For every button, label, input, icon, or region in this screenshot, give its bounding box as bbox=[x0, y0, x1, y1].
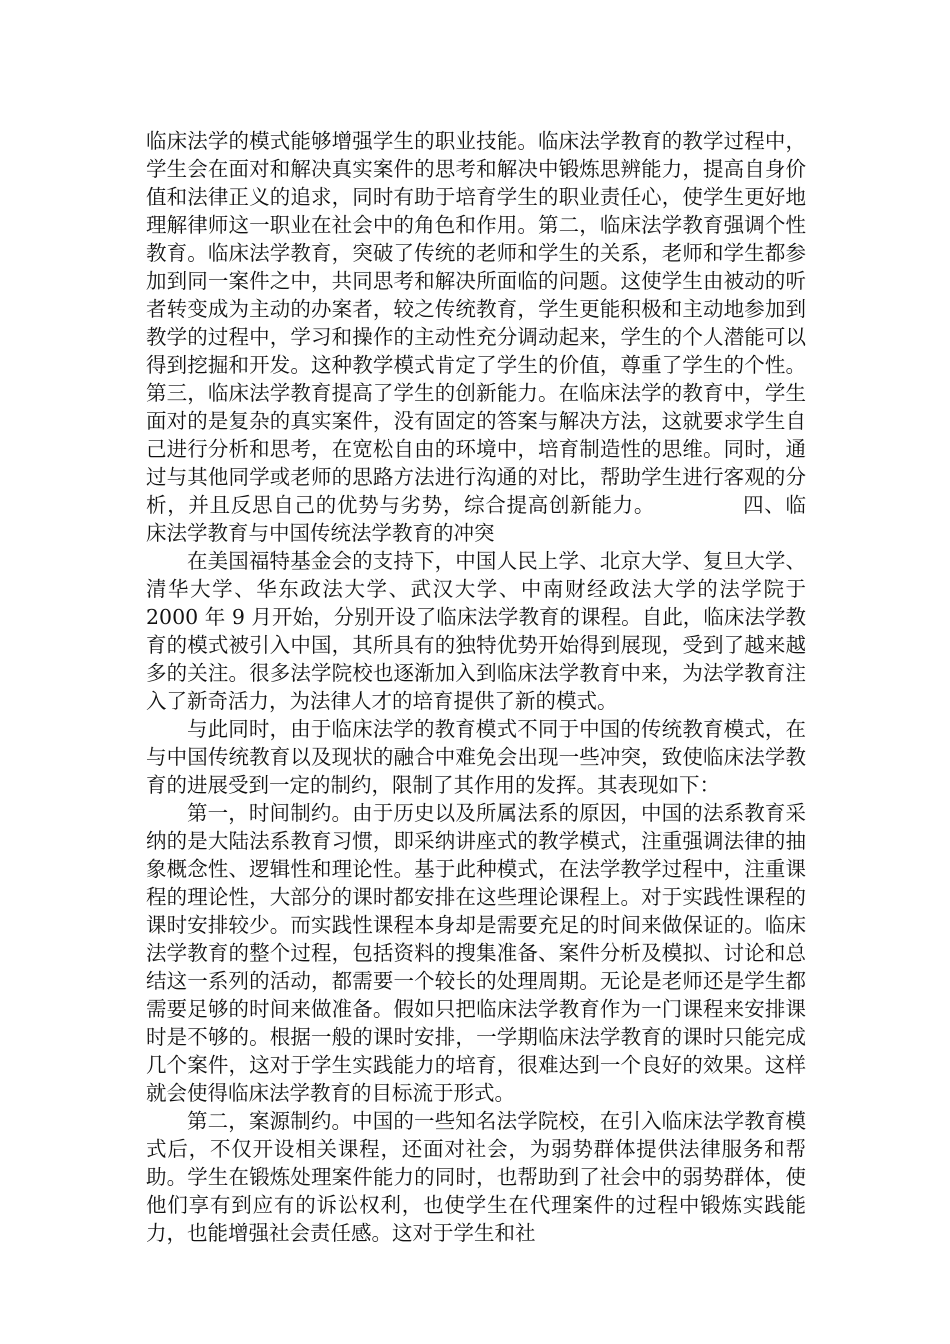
paragraph-2: 与此同时，由于临床法学的教育模式不同于中国的传统教育模式，在与中国传统教育以及现状的融合中难免会出现一些冲突，致使临床法学教育的进展受到一定的制约，限制了其作用的发挥。其表现如下： bbox=[146, 717, 806, 797]
intro-text: 临床法学的模式能够增强学生的职业技能。临床法学教育的教学过程中，学生会在面对和解决真实案件的思考和解决中锻炼思辨能力，提高自身价值和法律正义的追求，同时有助于培育学生的职业责任心，使学生更好地理解律师这一职业在社会中的角色和作用。第二，临床法学教育强调个性教育。临床法学教育，突破了传统的老师和学生的关系，老师和学生都参加到同一案件之中，共同思考和解决所面临的问题。这使学生由被动的听者转变成为主动的办案者，较之传统教育，学生更能积极和主动地参加到教学的过程中，学习和操作的主动性充分调动起来，学生的个人潜能可以得到挖掘和开发。这种教学模式肯定了学生的价值，尊重了学生的个性。第三，临床法学教育提高了学生的创新能力。在临床法学的教育中，学生面对的是复杂的真实案件，没有固定的答案与解决方法，这就要求学生自己进行分析和思考，在宽松自由的环境中，培育制造性的思维。同时，通过与其他同学或老师的思路方法进行沟通的对比，帮助学生进行客观的分析，并且反思自己的优势与劣势，综合提高创新能力。 bbox=[146, 129, 806, 517]
section-heading: 四、临床法学教育与中国传统法学教育的冲突 bbox=[146, 493, 807, 545]
document-page bbox=[146, 127, 806, 1247]
paragraph-1: 在美国福特基金会的支持下，中国人民上学、北京大学、复旦大学、清华大学、华东政法大学、武汉大学、中南财经政法大学的法学院于 2000 年 9 月开始，分别开设了临床法学教育的课程。自此，临床法学教育的模式被引入中国，其所具有的独特优势开始得到展现，受到了越来越多的关注。很多法学院校也逐渐加入到临床法学教育中来，为法学教育注入了新奇活力，为法律人才的培育提供了新的模式。 bbox=[146, 549, 806, 713]
paragraph-4: 第二，案源制约。中国的一些知名法学院校，在引入临床法学教育模式后，不仅开设相关课程，还面对社会，为弱势群体提供法律服务和帮助。学生在锻炼处理案件能力的同时，也帮助到了社会中的弱势群体，使他们享有到应有的诉讼权利，也使学生在代理案件的过程中锻炼实践能力，也能增强社会责任感。这对于学生和社 bbox=[146, 1109, 806, 1245]
intro-paragraph bbox=[146, 127, 806, 547]
paragraph-3: 第一，时间制约。由于历史以及所属法系的原因，中国的法系教育采纳的是大陆法系教育习惯，即采纳讲座式的教学模式，注重强调法律的抽象概念性、逻辑性和理论性。基于此种模式，在法学教学过程中，注重课程的理论性，大部分的课时都安排在这些理论课程上。对于实践性课程的课时安排较少。而实践性课程本身却是需要充足的时间来做保证的。临床法学教育的整个过程，包括资料的搜集准备、案件分析及模拟、讨论和总结这一系列的活动，都需要一个较长的处理周期。无论是老师还是学生都需要足够的时间来做准备。假如只把临床法学教育作为一门课程来安排课时是不够的。根据一般的课时安排，一学期临床法学教育的课时只能完成几个案件，这对于学生实践能力的培育，很难达到一个良好的效果。这样就会使得临床法学教育的目标流于形式。 bbox=[146, 801, 806, 1105]
